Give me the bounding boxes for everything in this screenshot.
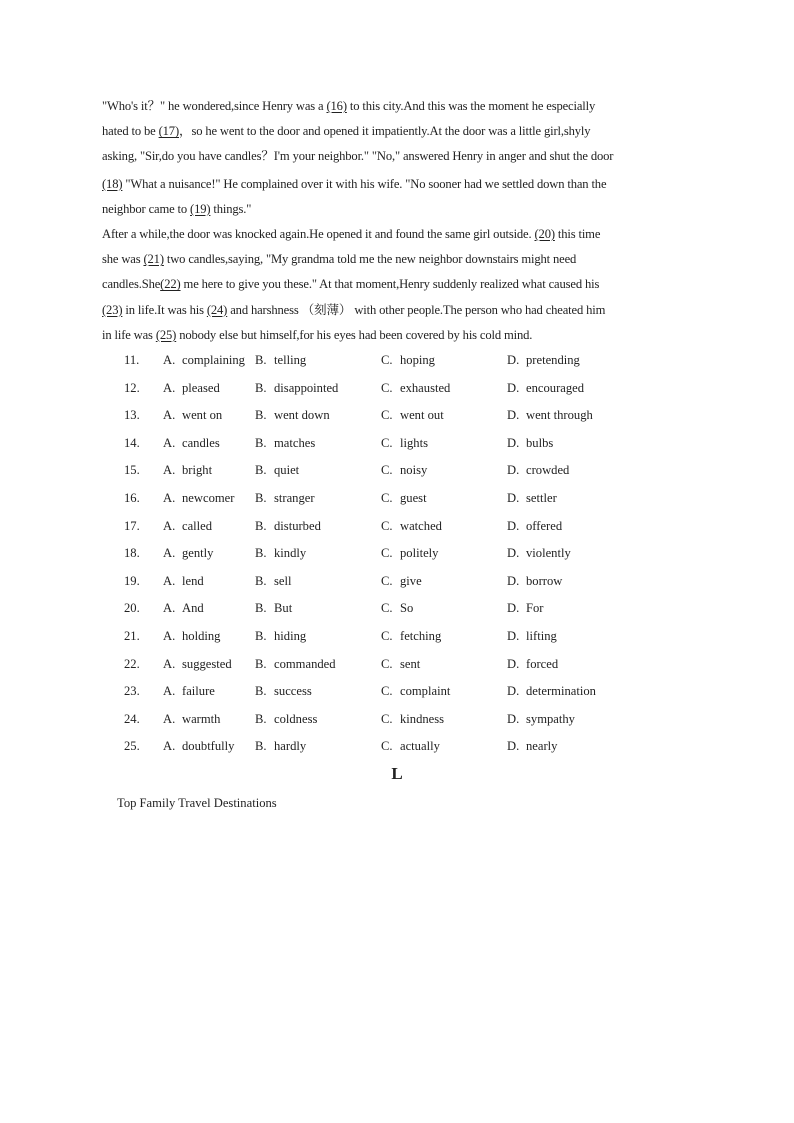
option-letter: C. bbox=[381, 711, 393, 726]
blank-marker: (24) bbox=[206, 302, 228, 317]
option-b bbox=[255, 624, 306, 648]
question-number: 16. bbox=[124, 490, 140, 505]
option-text: politely bbox=[400, 546, 439, 561]
option-text: went through bbox=[526, 408, 593, 423]
option-letter: B. bbox=[255, 518, 267, 533]
question-row bbox=[124, 652, 684, 680]
option-a bbox=[163, 514, 212, 538]
option-b bbox=[255, 734, 306, 758]
option-a bbox=[163, 596, 204, 620]
question-number: 14. bbox=[124, 435, 140, 450]
option-d bbox=[507, 403, 593, 427]
option-letter: C. bbox=[381, 656, 393, 671]
option-letter: B. bbox=[255, 711, 267, 726]
option-text: And bbox=[182, 601, 204, 616]
passage-text: "What a nuisance!" He complained over it with his wife. "No sooner had we settled down than the bbox=[122, 176, 607, 191]
option-text: forced bbox=[526, 656, 559, 671]
option-text: success bbox=[274, 684, 312, 699]
option-letter: B. bbox=[255, 353, 267, 367]
option-text: kindness bbox=[400, 711, 445, 726]
blank-marker: (19) bbox=[190, 201, 211, 216]
option-b bbox=[255, 348, 306, 372]
option-text: stranger bbox=[274, 490, 315, 505]
option-letter: A. bbox=[163, 573, 176, 588]
cloze-passage bbox=[102, 94, 702, 348]
option-b bbox=[255, 486, 315, 510]
option-d bbox=[507, 376, 584, 400]
option-text: warmth bbox=[182, 711, 221, 726]
question-number: 25. bbox=[124, 739, 140, 754]
option-text: bright bbox=[182, 463, 213, 478]
option-text: failure bbox=[182, 684, 215, 699]
passage-line bbox=[102, 172, 702, 197]
option-letter: C. bbox=[381, 490, 393, 505]
option-letter: C. bbox=[381, 628, 393, 643]
option-letter: B. bbox=[255, 435, 267, 450]
option-b bbox=[255, 652, 336, 676]
option-c bbox=[381, 431, 428, 455]
option-c bbox=[381, 514, 442, 538]
passage-text: nobody else but himself,for his eyes had been covered by his cold mind. bbox=[176, 327, 533, 342]
option-letter: D. bbox=[507, 601, 520, 616]
option-d bbox=[507, 458, 569, 482]
option-letter: B. bbox=[255, 684, 267, 699]
option-text: newcomer bbox=[182, 490, 235, 505]
option-text: encouraged bbox=[526, 380, 585, 395]
option-text: disturbed bbox=[274, 518, 321, 533]
option-c bbox=[381, 624, 441, 648]
option-d bbox=[507, 348, 580, 372]
option-letter: D. bbox=[507, 546, 520, 561]
option-letter: D. bbox=[507, 684, 520, 699]
option-c bbox=[381, 541, 438, 565]
passage-text: and harshness （刻薄） with other people.The person who had cheated him bbox=[227, 302, 606, 317]
blank-marker: (21) bbox=[143, 252, 164, 267]
option-d bbox=[507, 596, 544, 620]
option-c bbox=[381, 679, 450, 703]
option-text: went on bbox=[182, 408, 223, 423]
option-b bbox=[255, 458, 299, 482]
question-row bbox=[124, 486, 684, 514]
option-a bbox=[163, 734, 234, 758]
option-text: sympathy bbox=[526, 711, 575, 726]
option-b bbox=[255, 376, 338, 400]
option-text: telling bbox=[274, 353, 307, 367]
passage-text: neighbor came to bbox=[102, 201, 191, 216]
question-row bbox=[124, 707, 684, 735]
option-d bbox=[507, 486, 557, 510]
option-c bbox=[381, 707, 444, 731]
option-letter: C. bbox=[381, 573, 393, 588]
option-letter: B. bbox=[255, 628, 267, 643]
option-text: doubtfully bbox=[182, 739, 235, 754]
question-number: 11. bbox=[124, 353, 140, 367]
option-b bbox=[255, 596, 292, 620]
question-row bbox=[124, 596, 684, 624]
passage-text: "Who's it？" he wondered,since Henry was a bbox=[102, 99, 327, 113]
option-letter: B. bbox=[255, 408, 267, 423]
option-letter: A. bbox=[163, 518, 176, 533]
question-number: 19. bbox=[124, 573, 140, 588]
question-row bbox=[124, 348, 684, 376]
option-text: called bbox=[182, 518, 213, 533]
option-a bbox=[163, 569, 204, 593]
blank-marker: (23) bbox=[102, 302, 123, 317]
option-letter: B. bbox=[255, 601, 267, 616]
passage-text: in life.It was his bbox=[122, 302, 207, 317]
option-letter: A. bbox=[163, 435, 176, 450]
option-b bbox=[255, 569, 292, 593]
option-text: quiet bbox=[274, 463, 300, 478]
option-letter: A. bbox=[163, 684, 176, 699]
option-b bbox=[255, 403, 330, 427]
option-letter: B. bbox=[255, 546, 267, 561]
blank-marker: (22) bbox=[160, 277, 181, 292]
option-b bbox=[255, 679, 312, 703]
option-letter: C. bbox=[381, 435, 393, 450]
question-row bbox=[124, 431, 684, 459]
option-text: coldness bbox=[274, 711, 318, 726]
option-text: complaining bbox=[182, 353, 245, 367]
option-b bbox=[255, 707, 317, 731]
option-c bbox=[381, 376, 450, 400]
blank-marker: (17) bbox=[158, 124, 179, 139]
option-text: pretending bbox=[526, 353, 580, 367]
option-a bbox=[163, 652, 232, 676]
question-row bbox=[124, 624, 684, 652]
question-row bbox=[124, 679, 684, 707]
blank-marker: (18) bbox=[102, 176, 123, 191]
option-text: lights bbox=[400, 435, 428, 450]
passage-line bbox=[102, 298, 702, 323]
option-letter: C. bbox=[381, 739, 393, 754]
option-text: violently bbox=[526, 546, 571, 561]
option-text: For bbox=[526, 601, 544, 616]
question-row bbox=[124, 514, 684, 542]
option-d bbox=[507, 569, 562, 593]
question-row bbox=[124, 569, 684, 597]
blank-marker: (25) bbox=[155, 327, 177, 342]
option-a bbox=[163, 431, 220, 455]
option-letter: B. bbox=[255, 573, 267, 588]
question-number: 20. bbox=[124, 601, 140, 616]
option-a bbox=[163, 541, 213, 565]
question-number: 12. bbox=[124, 380, 140, 395]
option-text: guest bbox=[400, 490, 427, 505]
option-letter: D. bbox=[507, 435, 520, 450]
option-letter: D. bbox=[507, 408, 520, 423]
option-text: hiding bbox=[274, 628, 307, 643]
option-text: hoping bbox=[400, 353, 435, 367]
option-d bbox=[507, 541, 571, 565]
option-text: lend bbox=[182, 573, 204, 588]
option-letter: D. bbox=[507, 628, 520, 643]
option-c bbox=[381, 348, 435, 372]
option-text: matches bbox=[274, 435, 316, 450]
option-letter: C. bbox=[381, 518, 393, 533]
option-letter: A. bbox=[163, 739, 176, 754]
passage-text: in life was bbox=[102, 327, 156, 342]
option-text: sent bbox=[400, 656, 421, 671]
option-letter: A. bbox=[163, 463, 176, 478]
option-text: exhausted bbox=[400, 380, 451, 395]
option-letter: C. bbox=[381, 546, 393, 561]
question-number: 18. bbox=[124, 546, 140, 561]
option-text: borrow bbox=[526, 573, 563, 588]
passage-text: to this city.And this was the moment he especially bbox=[346, 99, 596, 113]
option-c bbox=[381, 403, 444, 427]
passage-text: this time bbox=[554, 226, 601, 241]
question-row bbox=[124, 376, 684, 404]
option-letter: A. bbox=[163, 546, 176, 561]
option-d bbox=[507, 514, 562, 538]
option-c bbox=[381, 734, 440, 758]
option-text: gently bbox=[182, 546, 214, 561]
option-letter: D. bbox=[507, 490, 520, 505]
option-c bbox=[381, 596, 413, 620]
question-row bbox=[124, 734, 684, 762]
option-d bbox=[507, 431, 553, 455]
option-text: holding bbox=[182, 628, 221, 643]
option-letter: A. bbox=[163, 601, 176, 616]
question-number: 22. bbox=[124, 656, 140, 671]
passage-text: she was bbox=[102, 252, 144, 267]
passage-line bbox=[102, 222, 702, 247]
passage-text: candles.She bbox=[102, 277, 161, 292]
option-letter: D. bbox=[507, 463, 520, 478]
option-text: give bbox=[400, 573, 422, 588]
option-text: complaint bbox=[400, 684, 451, 699]
option-text: watched bbox=[400, 518, 442, 533]
question-list bbox=[124, 348, 684, 762]
option-a bbox=[163, 403, 222, 427]
option-text: went down bbox=[274, 408, 330, 423]
option-c bbox=[381, 458, 427, 482]
passage-text: ，so he went to the door and opened it impatiently.At the door was a little girl,shyly bbox=[179, 124, 591, 139]
option-d bbox=[507, 707, 575, 731]
option-text: So bbox=[400, 601, 414, 616]
option-c bbox=[381, 486, 427, 510]
option-text: determination bbox=[526, 684, 596, 699]
passage-line bbox=[102, 247, 702, 272]
option-text: bulbs bbox=[526, 435, 554, 450]
passage-text: two candles,saying, "My grandma told me the new neighbor downstairs might need bbox=[163, 252, 577, 267]
option-letter: A. bbox=[163, 380, 176, 395]
passage-line bbox=[102, 323, 702, 348]
question-number: 13. bbox=[124, 408, 140, 423]
option-text: commanded bbox=[274, 656, 336, 671]
question-row bbox=[124, 541, 684, 569]
option-letter: C. bbox=[381, 380, 393, 395]
option-letter: B. bbox=[255, 656, 267, 671]
option-c bbox=[381, 569, 422, 593]
option-a bbox=[163, 624, 220, 648]
option-text: pleased bbox=[182, 380, 220, 395]
option-text: fetching bbox=[400, 628, 442, 643]
option-letter: D. bbox=[507, 739, 520, 754]
option-text: nearly bbox=[526, 739, 558, 754]
option-a bbox=[163, 679, 215, 703]
option-text: lifting bbox=[526, 628, 557, 643]
option-text: settler bbox=[526, 490, 557, 505]
option-text: crowded bbox=[526, 463, 570, 478]
option-text: actually bbox=[400, 739, 440, 754]
question-number: 24. bbox=[124, 711, 140, 726]
option-d bbox=[507, 624, 557, 648]
option-b bbox=[255, 514, 321, 538]
option-d bbox=[507, 679, 596, 703]
question-number: 21. bbox=[124, 628, 140, 643]
passage-line bbox=[102, 94, 702, 119]
option-text: sell bbox=[274, 573, 292, 588]
question-number: 17. bbox=[124, 518, 140, 533]
passage-line bbox=[102, 144, 702, 169]
passage-line bbox=[102, 119, 702, 144]
section-letter: L bbox=[391, 764, 403, 783]
option-letter: B. bbox=[255, 739, 267, 754]
option-letter: C. bbox=[381, 353, 393, 367]
option-text: But bbox=[274, 601, 293, 616]
option-letter: C. bbox=[381, 601, 393, 616]
next-passage-title: Top Family Travel Destinations bbox=[117, 796, 277, 810]
question-row bbox=[124, 403, 684, 431]
option-letter: D. bbox=[507, 656, 520, 671]
option-text: kindly bbox=[274, 546, 307, 561]
option-c bbox=[381, 652, 420, 676]
option-letter: B. bbox=[255, 380, 267, 395]
option-letter: D. bbox=[507, 711, 520, 726]
option-letter: D. bbox=[507, 573, 520, 588]
option-letter: D. bbox=[507, 380, 520, 395]
option-letter: D. bbox=[507, 518, 520, 533]
option-b bbox=[255, 541, 306, 565]
passage-line bbox=[102, 272, 702, 297]
option-text: went out bbox=[400, 408, 444, 423]
passage-text: me here to give you these." At that moment,Henry suddenly realized what caused his bbox=[180, 277, 600, 292]
option-a bbox=[163, 458, 212, 482]
question-number: 23. bbox=[124, 684, 140, 699]
option-letter: B. bbox=[255, 463, 267, 478]
passage-text: After a while,the door was knocked again.He opened it and found the same girl outside. bbox=[102, 226, 535, 241]
option-a bbox=[163, 376, 220, 400]
passage-text: things." bbox=[210, 201, 252, 216]
option-letter: A. bbox=[163, 353, 176, 367]
passage-text: asking, "Sir,do you have candles？I'm your neighbor." "No," answered Henry in anger and shut the door bbox=[102, 149, 614, 164]
question-number: 15. bbox=[124, 463, 140, 478]
option-letter: C. bbox=[381, 408, 393, 423]
option-text: disappointed bbox=[274, 380, 339, 395]
option-letter: A. bbox=[163, 490, 176, 505]
option-a bbox=[163, 486, 234, 510]
option-letter: A. bbox=[163, 408, 176, 423]
option-letter: A. bbox=[163, 711, 176, 726]
option-a bbox=[163, 707, 220, 731]
blank-marker: (20) bbox=[534, 226, 555, 241]
passage-text: hated to be bbox=[102, 124, 159, 139]
option-letter: C. bbox=[381, 463, 393, 478]
option-letter: C. bbox=[381, 684, 393, 699]
option-letter: A. bbox=[163, 628, 176, 643]
option-text: hardly bbox=[274, 739, 307, 754]
option-d bbox=[507, 734, 557, 758]
blank-marker: (16) bbox=[326, 99, 347, 113]
option-letter: D. bbox=[507, 353, 520, 367]
question-row bbox=[124, 458, 684, 486]
option-a bbox=[163, 348, 245, 372]
option-text: noisy bbox=[400, 463, 428, 478]
option-letter: A. bbox=[163, 656, 176, 671]
option-text: offered bbox=[526, 518, 563, 533]
passage-line bbox=[102, 197, 702, 222]
option-b bbox=[255, 431, 315, 455]
option-text: candles bbox=[182, 435, 220, 450]
option-letter: B. bbox=[255, 490, 267, 505]
option-d bbox=[507, 652, 558, 676]
option-text: suggested bbox=[182, 656, 232, 671]
